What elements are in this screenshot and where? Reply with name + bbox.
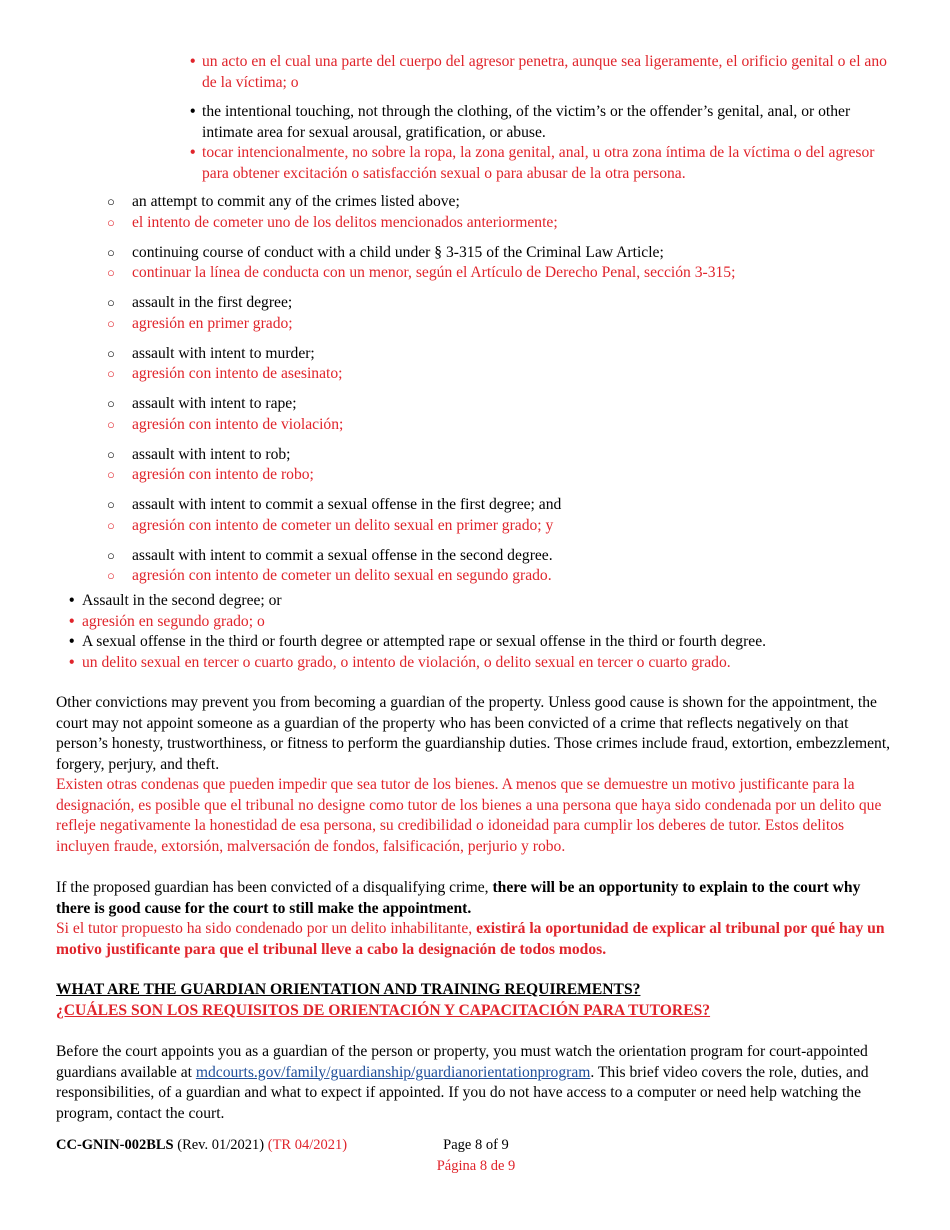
list-item: • un delito sexual en tercer o cuarto grado, o intento de violación, o delito sexual en tercer o cuarto grado. (69, 653, 909, 674)
circle-bullet-list-level2 (107, 192, 907, 587)
section-heading-en: WHAT ARE THE GUARDIAN ORIENTATION AND TRAINING REQUIREMENTS? (56, 981, 641, 998)
other-convictions-paragraph-es: Existen otras condenas que pueden impedir que sea tutor de los bienes. A menos que se demuestre un motivo justificante para la designación, es posible que el tribunal no designe como tutor de los bienes a una persona que haya sido condenada por un delito que refleje negativamente la honestidad de esa persona, su credibilidad o idoneidad para cumplir los deberes de tutor. Estos delitos incluyen fraude, extorsión, malversación de fondos, falsificación, perjurio y robo. (56, 776, 882, 855)
orientation-program-link[interactable]: mdcourts.gov/family/guardianship/guardianorientationprogram (195, 1063, 591, 1081)
list-item: • agresión en segundo grado; o (69, 612, 909, 633)
list-item: ○ agresión con intento de cometer un delito sexual en segundo grado. (107, 566, 907, 587)
list-item: • the intentional touching, not through the clothing, of the victim’s or the offender’s genital, anal, or other intimate area for sexual arousal, gratification, or abuse. (190, 102, 900, 143)
list-item: ○ agresión con intento de asesinato; (107, 364, 907, 385)
list-item: ○ assault with intent to rob; (107, 445, 907, 466)
list-item: ○ an attempt to commit any of the crimes listed above; (107, 192, 907, 213)
disqualifying-es-plain: Si el tutor propuesto ha sido condenado por un delito inhabilitante, (56, 920, 477, 937)
list-item: • tocar intencionalmente, no sobre la ropa, la zona genital, anal, u otra zona íntima de la víctima o del agresor para obtener excitación o satisfacción sexual o para abusar de la otra persona. (190, 143, 900, 184)
disqualifying-en-bold: there will be an opportunity to explain to the court why there is good cause for the court to still make the appointment. (56, 879, 861, 917)
list-item: ○ assault with intent to rape; (107, 394, 907, 415)
list-item: ○ assault with intent to commit a sexual offense in the first degree; and (107, 495, 907, 516)
orientation-text-after: . This brief video covers the role, duties, and responsibilities, of a guardian and what to expect if appointed. If you do not have access to a computer or need help watching the program, contact the court. (56, 1063, 869, 1122)
list-item: • un acto en el cual una parte del cuerpo del agresor penetra, aunque sea ligeramente, el orificio genital o el ano de la víctima; o (190, 52, 900, 93)
list-item: • A sexual offense in the third or fourth degree or attempted rape or sexual offense in the third or fourth degree. (69, 632, 909, 653)
list-item: ○ agresión con intento de violación; (107, 415, 907, 436)
orientation-text-before: Before the court appoints you as a guardian of the person or property, you must watch the orientation program for court-appointed guardians available at (56, 1043, 868, 1081)
page-number-es: Página 8 de 9 (436, 1157, 516, 1174)
page-number (431, 1135, 521, 1176)
page-number-en: Page 8 of 9 (443, 1137, 509, 1153)
list-item: • Assault in the second degree; or (69, 591, 909, 612)
list-item: ○ agresión con intento de robo; (107, 465, 907, 486)
list-item: ○ agresión con intento de cometer un delito sexual en primer grado; y (107, 516, 907, 537)
nested-bullet-list-level3 (190, 52, 900, 184)
form-revision: (Rev. 01/2021) (173, 1137, 268, 1153)
other-convictions-paragraph-en: Other convictions may prevent you from becoming a guardian of the property. Unless good cause is shown for the appointment, the court may not appoint someone as a guardian of the property who has been convicted of a crime that reflects negatively on that person’s honesty, trustworthiness, or fitness to perform the guardianship duties. Those crimes include fraud, extortion, embezzlement, forgery, perjury, and theft. (56, 694, 891, 773)
list-item: ○ assault with intent to murder; (107, 344, 907, 365)
list-item: ○ assault in the first degree; (107, 293, 907, 314)
form-number: CC-GNIN-002BLS (56, 1137, 174, 1153)
translation-revision: (TR 04/2021) (267, 1137, 348, 1153)
orientation-paragraph (56, 1042, 896, 1124)
list-item: ○ assault with intent to commit a sexual offense in the second degree. (107, 546, 907, 567)
disqualifying-en-plain: If the proposed guardian has been convicted of a disqualifying crime, (56, 879, 493, 896)
section-heading-es: ¿CUÁLES SON LOS REQUISITOS DE ORIENTACIÓN Y CAPACITACIÓN PARA TUTORES? (56, 1002, 711, 1019)
list-item: ○ continuing course of conduct with a child under § 3-315 of the Criminal Law Article; (107, 243, 907, 264)
bullet-list-level1 (69, 591, 909, 673)
disqualifying-es-bold: existirá la oportunidad de explicar al tribunal por qué hay un motivo justificante para que el tribunal lleve a cabo la designación de todos modos. (56, 920, 885, 958)
list-item: ○ continuar la línea de conducta con un menor, según el Artículo de Derecho Penal, sección 3-315; (107, 263, 907, 284)
disqualifying-paragraph-es (56, 919, 896, 960)
list-item: ○ el intento de cometer uno de los delitos mencionados anteriormente; (107, 213, 907, 234)
list-item: ○ agresión en primer grado; (107, 314, 907, 335)
form-identifier (56, 1135, 347, 1156)
disqualifying-paragraph-en (56, 878, 896, 919)
